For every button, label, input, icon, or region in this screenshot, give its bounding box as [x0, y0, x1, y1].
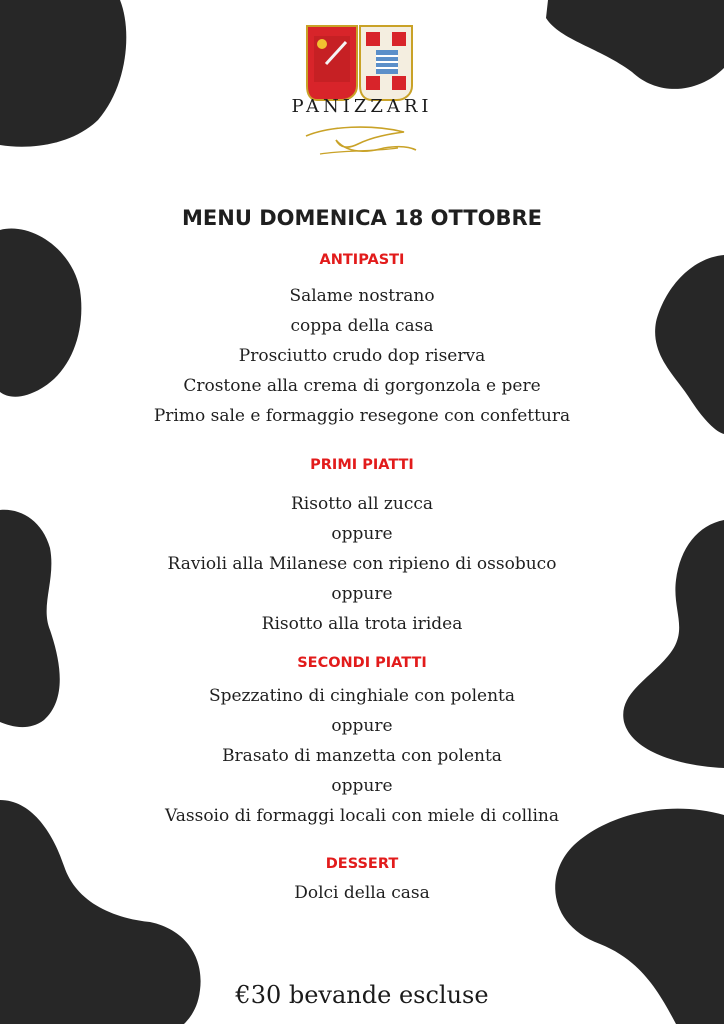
blob-top-left — [0, 0, 126, 147]
section-heading-primi: PRIMI PIATTI — [310, 457, 414, 473]
section-heading-antipasti: ANTIPASTI — [319, 252, 405, 268]
menu-item: oppure — [331, 776, 393, 796]
section-heading-dessert: DESSERT — [325, 856, 399, 872]
section-items-dessert — [0, 878, 724, 908]
menu-item: Vassoio di formaggi locali con miele di collina — [165, 806, 559, 826]
section-items-secondi — [0, 681, 724, 831]
panizzari-signature — [300, 118, 420, 160]
menu-item: Prosciutto crudo dop riserva — [238, 346, 486, 366]
section-items-antipasti — [0, 281, 724, 431]
section-items-primi — [0, 489, 724, 639]
menu-item: Primo sale e formaggio resegone con confettura — [153, 406, 571, 426]
menu-item: oppure — [331, 716, 393, 736]
brand-name: PANIZZARI — [291, 96, 433, 117]
menu-item: Spezzatino di cinghiale con polenta — [208, 686, 516, 706]
menu-title: MENU DOMENICA 18 OTTOBRE — [182, 206, 542, 230]
menu-item: Ravioli alla Milanese con ripieno di ossobuco — [167, 554, 557, 574]
menu-item: Dolci della casa — [294, 883, 430, 903]
menu-item: Salame nostrano — [289, 286, 435, 306]
menu-item: oppure — [331, 584, 393, 604]
price-footer: €30 bevande escluse — [235, 981, 489, 1009]
menu-item: Brasato di manzetta con polenta — [222, 746, 502, 766]
menu-item: Risotto all zucca — [291, 494, 433, 514]
menu-item: Risotto alla trota iridea — [261, 614, 463, 634]
blob-top-right — [546, 0, 724, 89]
menu-item: Crostone alla crema di gorgonzola e pere — [183, 376, 541, 396]
menu-item: coppa della casa — [290, 316, 434, 336]
section-heading-secondi: SECONDI PIATTI — [297, 655, 427, 671]
menu-item: oppure — [331, 524, 393, 544]
